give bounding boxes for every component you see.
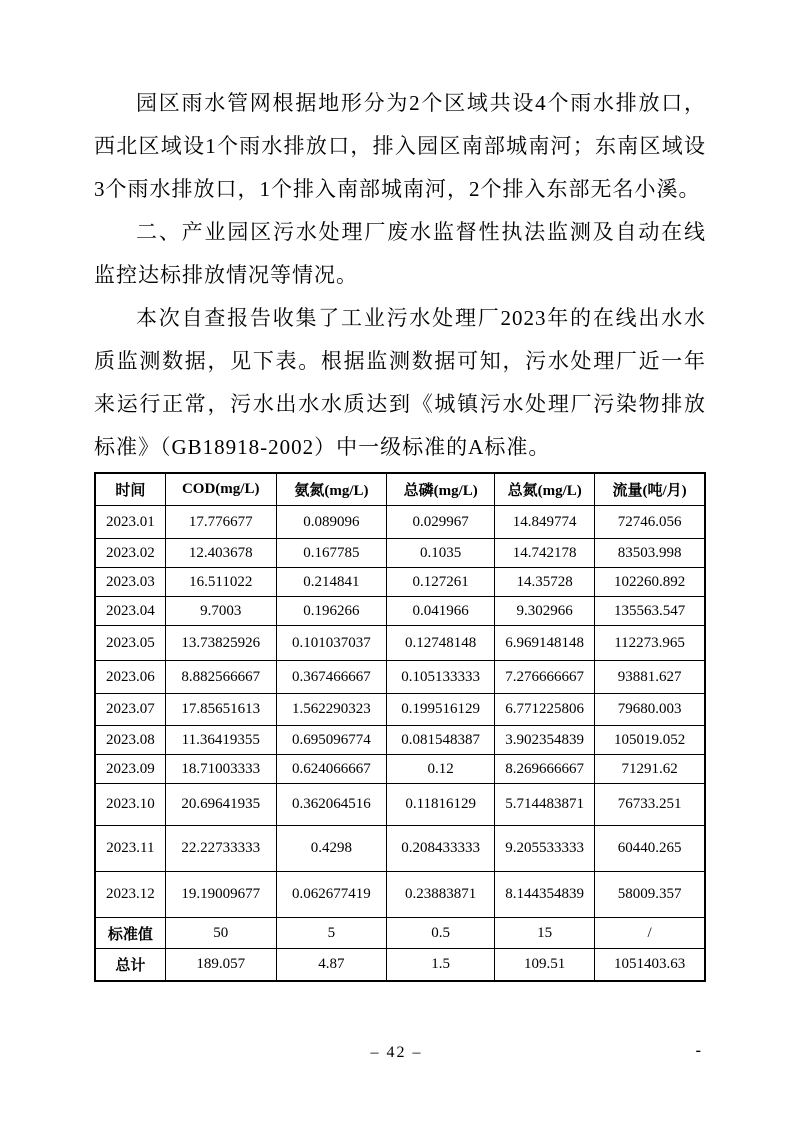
table-cell: 6.969148148 — [495, 626, 595, 661]
table-cell: 19.19009677 — [165, 872, 276, 918]
table-cell: 5 — [276, 918, 386, 949]
table-cell: 4.87 — [276, 949, 386, 982]
table-cell: 11.36419355 — [165, 726, 276, 755]
table-cell: 2023.03 — [95, 568, 165, 597]
table-cell: 0.196266 — [276, 597, 386, 626]
table-cell: 标准值 — [95, 918, 165, 949]
table-cell: 83503.998 — [595, 539, 705, 568]
table-cell: 15 — [495, 918, 595, 949]
column-header: 时间 — [95, 473, 165, 506]
table-cell: 0.11816129 — [387, 784, 495, 826]
table-cell: 2023.11 — [95, 826, 165, 872]
table-cell: 16.511022 — [165, 568, 276, 597]
table-row — [95, 661, 705, 694]
table-cell: 0.167785 — [276, 539, 386, 568]
table-cell: 7.276666667 — [495, 661, 595, 694]
table-cell: 58009.357 — [595, 872, 705, 918]
column-header: COD(mg/L) — [165, 473, 276, 506]
table-cell: 60440.265 — [595, 826, 705, 872]
table-cell: 79680.003 — [595, 694, 705, 726]
table-row — [95, 506, 705, 539]
table-cell: 2023.05 — [95, 626, 165, 661]
table-cell: 2023.07 — [95, 694, 165, 726]
table-cell: 0.1035 — [387, 539, 495, 568]
table-cell: 0.624066667 — [276, 755, 386, 784]
table-cell: 1.562290323 — [276, 694, 386, 726]
table-row — [95, 726, 705, 755]
table-cell: 20.69641935 — [165, 784, 276, 826]
table-cell: 2023.12 — [95, 872, 165, 918]
table-cell: 2023.09 — [95, 755, 165, 784]
table-cell: 0.199516129 — [387, 694, 495, 726]
column-header: 氨氮(mg/L) — [276, 473, 386, 506]
table-cell: 0.208433333 — [387, 826, 495, 872]
table-cell: 17.85651613 — [165, 694, 276, 726]
table-row — [95, 826, 705, 872]
page-number: – 42 – — [370, 1044, 423, 1061]
table-cell: 8.882566667 — [165, 661, 276, 694]
table-row — [95, 755, 705, 784]
table-cell: 0.105133333 — [387, 661, 495, 694]
table-row — [95, 597, 705, 626]
column-header: 总磷(mg/L) — [387, 473, 495, 506]
table-cell: 0.12 — [387, 755, 495, 784]
table-cell: 2023.01 — [95, 506, 165, 539]
table-cell: 50 — [165, 918, 276, 949]
table-cell: 6.771225806 — [495, 694, 595, 726]
table-cell: 71291.62 — [595, 755, 705, 784]
table-cell: 109.51 — [495, 949, 595, 982]
table-row — [95, 949, 705, 982]
table-cell: 1.5 — [387, 949, 495, 982]
table-cell: 105019.052 — [595, 726, 705, 755]
table-cell: 0.062677419 — [276, 872, 386, 918]
table-row — [95, 918, 705, 949]
table-cell: 0.362064516 — [276, 784, 386, 826]
monitoring-table-body — [95, 506, 705, 982]
paragraph-monitoring-summary: 本次自查报告收集了工业污水处理厂2023年的在线出水水质监测数据，见下表。根据监测数据可知，污水处理厂近一年来运行正常，污水出水水质达到《城镇污水处理厂污染物排放标准》（GB18918-2002）中一级标准的A标准。 — [94, 306, 706, 459]
table-cell: 14.35728 — [495, 568, 595, 597]
table-cell: 102260.892 — [595, 568, 705, 597]
table-row — [95, 784, 705, 826]
table-cell: 72746.056 — [595, 506, 705, 539]
table-cell: 8.269666667 — [495, 755, 595, 784]
table-cell: 2023.10 — [95, 784, 165, 826]
table-cell: 112273.965 — [595, 626, 705, 661]
right-margin-mark: - — [695, 1042, 701, 1059]
table-cell: 0.127261 — [387, 568, 495, 597]
column-header: 总氮(mg/L) — [495, 473, 595, 506]
table-cell: 76733.251 — [595, 784, 705, 826]
table-cell: 总计 — [95, 949, 165, 982]
table-cell: 189.057 — [165, 949, 276, 982]
table-cell: 17.776677 — [165, 506, 276, 539]
column-header: 流量(吨/月) — [595, 473, 705, 506]
page-footer — [0, 1044, 793, 1062]
table-cell: 0.214841 — [276, 568, 386, 597]
water-quality-monitoring-table — [94, 472, 706, 982]
paragraph-rainwater-network: 园区雨水管网根据地形分为2个区域共设4个雨水排放口，西北区域设1个雨水排放口，排入园区南部城南河；东南区域设3个雨水排放口，1个排入南部城南河，2个排入东部无名小溪。 — [94, 91, 706, 201]
page-content — [94, 82, 706, 982]
table-cell: 0.4298 — [276, 826, 386, 872]
table-cell: 0.101037037 — [276, 626, 386, 661]
table-row — [95, 694, 705, 726]
table-cell: 0.23883871 — [387, 872, 495, 918]
table-cell: 2023.02 — [95, 539, 165, 568]
table-row — [95, 872, 705, 918]
table-row — [95, 539, 705, 568]
table-cell: 2023.08 — [95, 726, 165, 755]
table-cell: 9.302966 — [495, 597, 595, 626]
table-cell: 135563.547 — [595, 597, 705, 626]
table-cell: 0.029967 — [387, 506, 495, 539]
table-cell: 2023.04 — [95, 597, 165, 626]
table-cell: 0.12748148 — [387, 626, 495, 661]
table-cell: 5.714483871 — [495, 784, 595, 826]
table-cell: 14.849774 — [495, 506, 595, 539]
table-cell: 9.7003 — [165, 597, 276, 626]
table-cell: 93881.627 — [595, 661, 705, 694]
table-cell: 8.144354839 — [495, 872, 595, 918]
table-cell: 13.73825926 — [165, 626, 276, 661]
table-header-row — [95, 473, 705, 506]
table-cell: 0.089096 — [276, 506, 386, 539]
table-cell: / — [595, 918, 705, 949]
table-cell: 12.403678 — [165, 539, 276, 568]
section-heading: 二、产业园区污水处理厂废水监督性执法监测及自动在线监控达标排放情况等情况。 — [94, 220, 706, 287]
table-cell: 9.205533333 — [495, 826, 595, 872]
table-cell: 14.742178 — [495, 539, 595, 568]
table-cell: 1051403.63 — [595, 949, 705, 982]
table-cell: 18.71003333 — [165, 755, 276, 784]
table-cell: 0.041966 — [387, 597, 495, 626]
table-cell: 3.902354839 — [495, 726, 595, 755]
table-row — [95, 568, 705, 597]
table-row — [95, 626, 705, 661]
table-cell: 2023.06 — [95, 661, 165, 694]
table-cell: 0.695096774 — [276, 726, 386, 755]
table-cell: 0.367466667 — [276, 661, 386, 694]
table-cell: 0.5 — [387, 918, 495, 949]
table-cell: 0.081548387 — [387, 726, 495, 755]
table-cell: 22.22733333 — [165, 826, 276, 872]
